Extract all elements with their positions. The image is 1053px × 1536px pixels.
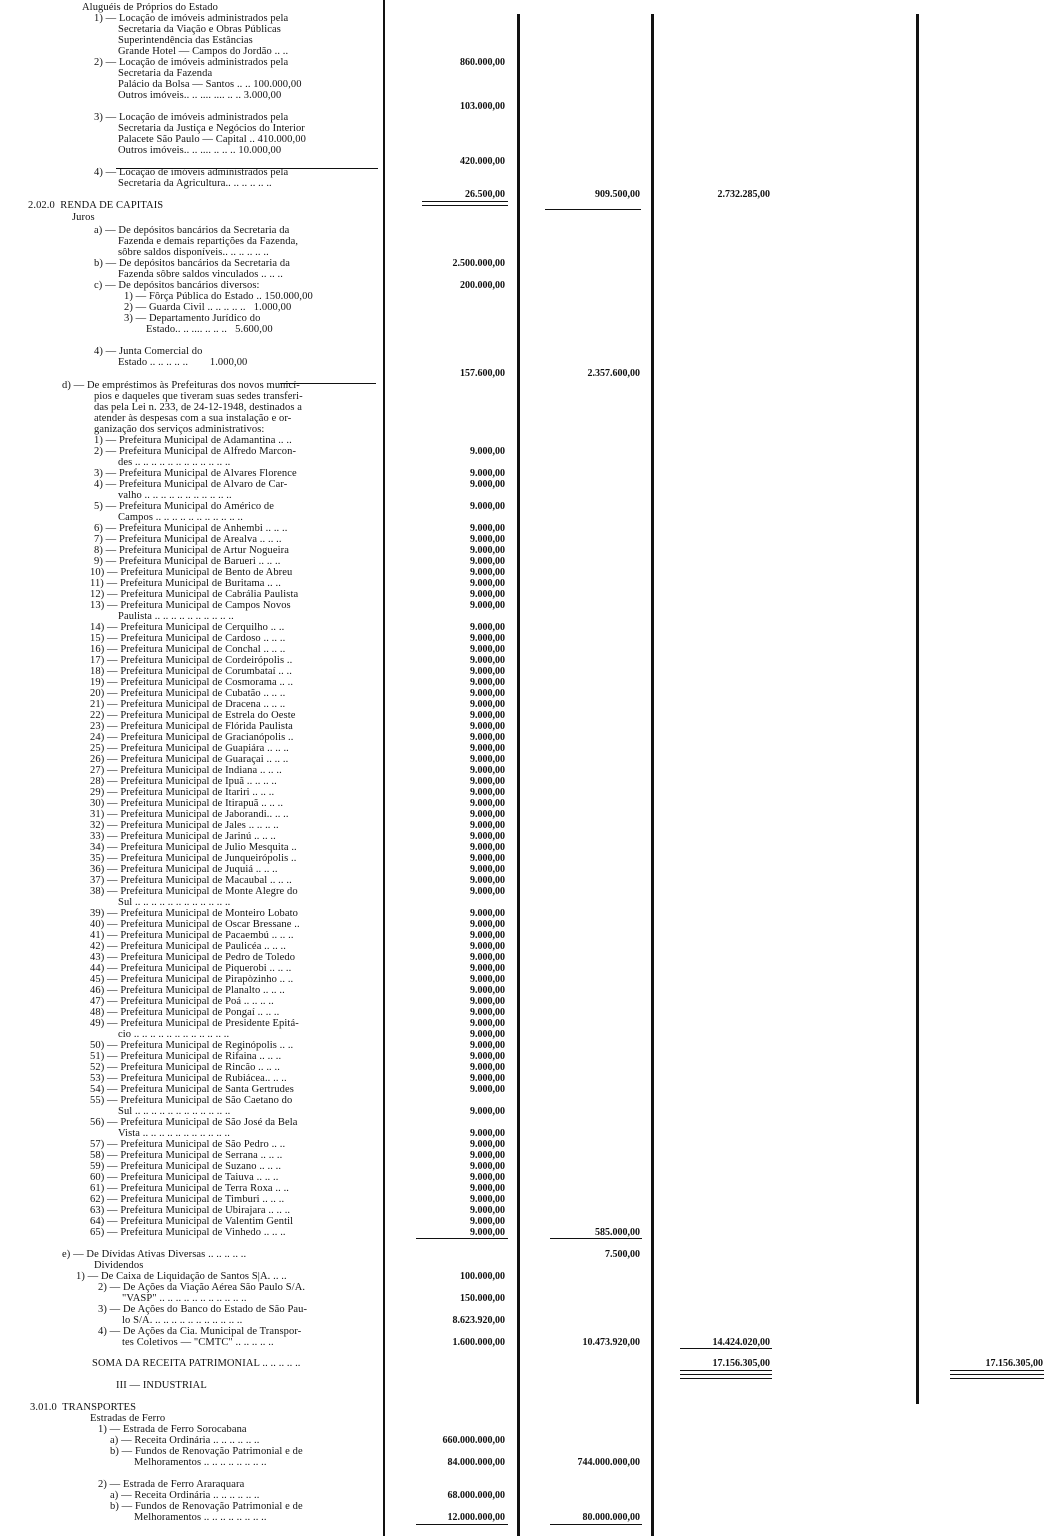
text-line: 35) — Prefeitura Municipal de Junqueirópolis ..: [90, 853, 297, 864]
text-line: Secretaria da Agricultura.. .. .. .. .. ..: [118, 178, 272, 189]
amount-value: 9.000,00: [470, 479, 505, 490]
amount-value: 9.000,00: [470, 930, 505, 941]
amount-value: 157.600,00: [460, 368, 505, 379]
text-line: 5) — Prefeitura Municipal do Américo de: [94, 501, 275, 512]
text-line: 49) — Prefeitura Municipal de Presidente Epitá-: [90, 1018, 299, 1029]
text-line: 13) — Prefeitura Municipal de Campos Novos: [90, 600, 291, 611]
amount-value: 9.000,00: [470, 523, 505, 534]
amount-value: 9.000,00: [470, 1128, 505, 1139]
amount-value: 26.500,00: [465, 189, 505, 200]
amount-value: 150.000,00: [460, 1293, 505, 1304]
amount-value: 9.000,00: [470, 1040, 505, 1051]
text-line: ganização dos serviços administrativos:: [94, 424, 265, 435]
text-line: 40) — Prefeitura Municipal de Oscar Bressane ..: [90, 919, 300, 930]
text-line: 20) — Prefeitura Municipal de Cubatão .. .. ..: [90, 688, 286, 699]
amount-value: 9.000,00: [470, 501, 505, 512]
text-line: 4) — De Ações da Cia. Municipal de Transpor-: [98, 1326, 302, 1337]
text-line: 26) — Prefeitura Municipal de Guaraçai .. .. ..: [90, 754, 289, 765]
text-line: 2) — Guarda Civil .. .. .. .. .. 1.000,00: [124, 302, 292, 313]
text-line: Aluguéis de Próprios do Estado: [82, 2, 218, 13]
amount-value: 12.000.000,00: [447, 1512, 505, 1523]
amount-value: 9.000,00: [470, 556, 505, 567]
text-line: 3) — De Ações do Banco do Estado de São Pau-: [98, 1304, 308, 1315]
text-line: 50) — Prefeitura Municipal de Reginópolis .. ..: [90, 1040, 294, 1051]
text-line: 37) — Prefeitura Municipal de Macaubal .. .. ..: [90, 875, 292, 886]
text-line: 19) — Prefeitura Municipal de Cosmorama .. ..: [90, 677, 294, 688]
text-line: SOMA DA RECEITA PATRIMONIAL .. .. .. .. ..: [92, 1358, 301, 1369]
amount-value: 860.000,00: [460, 57, 505, 68]
amount-value: 9.000,00: [470, 1172, 505, 1183]
text-line: III — INDUSTRIAL: [116, 1380, 207, 1391]
amount-value: 84.000.000,00: [447, 1457, 505, 1468]
amount-value: 9.000,00: [470, 1194, 505, 1205]
text-line: 22) — Prefeitura Municipal de Estrela do Oeste: [90, 710, 296, 721]
amount-value: 9.000,00: [470, 578, 505, 589]
text-line: 16) — Prefeitura Municipal de Conchal .. .. ..: [90, 644, 286, 655]
total-rule: [422, 205, 508, 206]
amount-value: 744.000.000,00: [577, 1457, 640, 1468]
text-line: 27) — Prefeitura Municipal de Indiana .. .. ..: [90, 765, 282, 776]
amount-value: 9.000,00: [470, 1161, 505, 1172]
amount-value: 9.000,00: [470, 963, 505, 974]
text-line: a) — De depósitos bancários da Secretaria da: [94, 225, 290, 236]
text-line: b) — Fundos de Renovação Patrimonial e de: [110, 1501, 303, 1512]
text-line: 42) — Prefeitura Municipal de Paulicéa .. .. ..: [90, 941, 286, 952]
amount-value: 9.000,00: [470, 666, 505, 677]
text-line: Outros imóveis.. .. .... .... .. .. 3.000,00: [118, 90, 282, 101]
text-line: Melhoramentos .. .. .. .. .. .. .. ..: [134, 1512, 267, 1523]
text-line: 39) — Prefeitura Municipal de Monteiro Lobato: [90, 908, 299, 919]
amount-value: 9.000,00: [470, 787, 505, 798]
text-line: 1) — De Caixa de Liquidação de Santos S|A. .. ..: [76, 1271, 287, 1282]
text-line: b) — Fundos de Renovação Patrimonial e de: [110, 1446, 303, 1457]
amount-value: 200.000,00: [460, 280, 505, 291]
text-line: 1) — Fôrça Pública do Estado .. 150.000,00: [124, 291, 313, 302]
amount-value: 2.357.600,00: [587, 368, 640, 379]
column-rule: [517, 14, 520, 1536]
column-rule: [383, 0, 385, 1536]
total-rule: [950, 1378, 1044, 1379]
total-rule: [680, 1374, 772, 1375]
text-line: 11) — Prefeitura Municipal de Buritama .. ..: [90, 578, 281, 589]
text-line: 23) — Prefeitura Municipal de Flórida Paulista: [90, 721, 293, 732]
text-line: 3) — Prefeitura Municipal de Alvares Florence: [94, 468, 297, 479]
amount-value: 9.000,00: [470, 699, 505, 710]
text-line: 44) — Prefeitura Municipal de Piquerobi .. .. ..: [90, 963, 292, 974]
column-rule: [651, 14, 654, 1536]
text-line: 1) — Locação de imóveis administrados pela: [94, 13, 289, 24]
text-line: 32) — Prefeitura Municipal de Jales .. .. .. ..: [90, 820, 279, 831]
amount-value: 909.500,00: [595, 189, 640, 200]
amount-value: 660.000.000,00: [442, 1435, 505, 1446]
amount-value: 9.000,00: [470, 600, 505, 611]
amount-value: 8.623.920,00: [452, 1315, 505, 1326]
text-line: Palácio da Bolsa — Santos .. .. 100.000,00: [118, 79, 302, 90]
text-line: 2.02.0 RENDA DE CAPITAIS: [28, 200, 164, 211]
text-line: 64) — Prefeitura Municipal de Valentim Gentil: [90, 1216, 294, 1227]
text-line: 59) — Prefeitura Municipal de Suzano .. .. ..: [90, 1161, 282, 1172]
amount-value: 9.000,00: [470, 864, 505, 875]
amount-value: 100.000,00: [460, 1271, 505, 1282]
amount-value: 9.000,00: [470, 908, 505, 919]
text-line: 15) — Prefeitura Municipal de Cardoso .. .. ..: [90, 633, 286, 644]
amount-value: 9.000,00: [470, 710, 505, 721]
text-line: 58) — Prefeitura Municipal de Serrana .. .. ..: [90, 1150, 283, 1161]
text-line: 47) — Prefeitura Municipal de Poá .. .. .. ..: [90, 996, 274, 1007]
text-line: tes Coletivos — "CMTC" .. .. .. .. ..: [122, 1337, 274, 1348]
amount-value: 9.000,00: [470, 875, 505, 886]
text-line: Estado.. .. .... .. .. .. 5.600,00: [146, 324, 273, 335]
text-line: 33) — Prefeitura Municipal de Jarinú .. .. ..: [90, 831, 276, 842]
amount-value: 9.000,00: [470, 765, 505, 776]
text-line: 30) — Prefeitura Municipal de Itirapuã .. .. ..: [90, 798, 284, 809]
text-line: 53) — Prefeitura Municipal de Rubiácea.. .. ..: [90, 1073, 287, 1084]
amount-value: 9.000,00: [470, 732, 505, 743]
amount-value: 17.156.305,00: [712, 1358, 770, 1369]
text-line: 6) — Prefeitura Municipal de Anhembi .. .. ..: [94, 523, 288, 534]
amount-value: 9.000,00: [470, 1062, 505, 1073]
amount-value: 10.473.920,00: [582, 1337, 640, 1348]
amount-value: 9.000,00: [470, 677, 505, 688]
text-line: Sul .. .. .. .. .. .. .. .. .. .. .. ..: [118, 1106, 231, 1117]
amount-value: 9.000,00: [470, 809, 505, 820]
text-line: lo S/A. .. .. .. .. .. .. .. .. .. .. ..: [122, 1315, 243, 1326]
amount-value: 9.000,00: [470, 1183, 505, 1194]
amount-value: 9.000,00: [470, 567, 505, 578]
text-line: 18) — Prefeitura Municipal de Corumbataí .. ..: [90, 666, 293, 677]
text-line: 51) — Prefeitura Municipal de Rifaina .. .. ..: [90, 1051, 282, 1062]
text-line: 65) — Prefeitura Municipal de Vinhedo .. .. ..: [90, 1227, 286, 1238]
text-line: 2) — Locação de imóveis administrados pela: [94, 57, 289, 68]
text-line: 2) — De Ações da Viação Aérea São Paulo S/A.: [98, 1282, 306, 1293]
total-rule: [416, 1238, 508, 1239]
amount-value: 9.000,00: [470, 545, 505, 556]
total-rule: [422, 201, 508, 202]
text-line: 57) — Prefeitura Municipal de São Pedro .. ..: [90, 1139, 286, 1150]
amount-value: 9.000,00: [470, 842, 505, 853]
text-line: Vista .. .. .. .. .. .. .. .. .. .. ..: [118, 1128, 230, 1139]
total-rule: [416, 1524, 508, 1525]
text-line: 14) — Prefeitura Municipal de Cerquilho .. ..: [90, 622, 285, 633]
amount-value: 9.000,00: [470, 1216, 505, 1227]
amount-value: 7.500,00: [605, 1249, 640, 1260]
text-line: 4) — Junta Comercial do: [94, 346, 203, 357]
text-line: 2) — Estrada de Ferro Araraquara: [98, 1479, 245, 1490]
text-line: 25) — Prefeitura Municipal de Guapiára .. .. ..: [90, 743, 289, 754]
text-line: valho .. .. .. .. .. .. .. .. .. .. ..: [118, 490, 232, 501]
text-line: 1) — Prefeitura Municipal de Adamantina .. ..: [94, 435, 292, 446]
text-line: 46) — Prefeitura Municipal de Planalto .. .. ..: [90, 985, 285, 996]
text-line: Fazenda e demais repartições da Fazenda,: [118, 236, 299, 247]
text-line: Outros imóveis.. .. .... .. .. .. 10.000,00: [118, 145, 282, 156]
text-line: a) — Receita Ordinária .. .. .. .. .. ..: [110, 1435, 260, 1446]
amount-value: 9.000,00: [470, 1139, 505, 1150]
amount-value: 9.000,00: [470, 798, 505, 809]
text-line: 55) — Prefeitura Municipal de São Caetano do: [90, 1095, 293, 1106]
amount-value: 9.000,00: [470, 1051, 505, 1062]
amount-value: 9.000,00: [470, 919, 505, 930]
amount-value: 9.000,00: [470, 622, 505, 633]
text-line: 29) — Prefeitura Municipal de Itariri .. .. ..: [90, 787, 275, 798]
amount-value: 9.000,00: [470, 831, 505, 842]
text-line: 4) — Locação de imóveis administrados pela: [94, 167, 289, 178]
amount-value: 9.000,00: [470, 941, 505, 952]
text-line: 1) — Estrada de Ferro Sorocabana: [98, 1424, 247, 1435]
text-line: 62) — Prefeitura Municipal de Timburi .. .. ..: [90, 1194, 285, 1205]
amount-value: 9.000,00: [470, 853, 505, 864]
text-line: Fazenda sôbre saldos vinculados .. .. ..: [118, 269, 283, 280]
text-line: Palacete São Paulo — Capital .. 410.000,00: [118, 134, 306, 145]
text-line: 10) — Prefeitura Municipal de Bento de Abreu: [90, 567, 293, 578]
text-line: Paulista .. .. .. .. .. .. .. .. .. ..: [118, 611, 234, 622]
amount-value: 9.000,00: [470, 589, 505, 600]
text-line: 9) — Prefeitura Municipal de Barueri .. .. ..: [94, 556, 281, 567]
text-line: 61) — Prefeitura Municipal de Terra Roxa .. ..: [90, 1183, 290, 1194]
text-line: 52) — Prefeitura Municipal de Rincão .. .. ..: [90, 1062, 280, 1073]
text-line: "VASP" .. .. .. .. .. .. .. .. .. .. ..: [122, 1293, 247, 1304]
text-line: b) — De depósitos bancários da Secretaria da: [94, 258, 290, 269]
amount-value: 9.000,00: [470, 985, 505, 996]
text-line: 43) — Prefeitura Municipal de Pedro de Toledo: [90, 952, 296, 963]
amount-value: 80.000.000,00: [582, 1512, 640, 1523]
amount-value: 68.000.000,00: [447, 1490, 505, 1501]
text-line: atender às despesas com a sua instalação e or-: [94, 413, 292, 424]
total-rule: [550, 1524, 642, 1525]
text-line: 4) — Prefeitura Municipal de Alvaro de Car-: [94, 479, 288, 490]
text-line: 3) — Locação de imóveis administrados pela: [94, 112, 289, 123]
amount-value: 9.000,00: [470, 974, 505, 985]
total-rule: [680, 1378, 772, 1379]
amount-value: 2.500.000,00: [452, 258, 505, 269]
text-line: 41) — Prefeitura Municipal de Pacaembú .. .. ..: [90, 930, 294, 941]
amount-value: 9.000,00: [470, 776, 505, 787]
amount-value: 9.000,00: [470, 743, 505, 754]
text-line: Campos .. .. .. .. .. .. .. .. .. .. ..: [118, 512, 243, 523]
amount-value: 9.000,00: [470, 1007, 505, 1018]
text-line: 17) — Prefeitura Municipal de Cordeirópolis ..: [90, 655, 293, 666]
amount-value: 9.000,00: [470, 996, 505, 1007]
text-line: Secretaria da Justiça e Negócios do Interior: [118, 123, 305, 134]
text-line: 31) — Prefeitura Municipal de Jaborandi.. .. ..: [90, 809, 289, 820]
amount-value: 14.424.020,00: [712, 1337, 770, 1348]
text-line: c) — De depósitos bancários diversos:: [94, 280, 260, 291]
amount-value: 420.000,00: [460, 156, 505, 167]
text-line: 3.01.0 TRANSPORTES: [30, 1402, 137, 1413]
text-line: 8) — Prefeitura Municipal de Artur Nogueira: [94, 545, 289, 556]
total-rule: [545, 209, 641, 210]
text-line: Juros: [72, 212, 95, 223]
text-line: d) — De empréstimos às Prefeituras dos novos municí-: [62, 380, 300, 391]
text-line: e) — De Dívidas Ativas Diversas .. .. .. .. ..: [62, 1249, 247, 1260]
text-line: Secretaria da Fazenda: [118, 68, 213, 79]
amount-value: 9.000,00: [470, 633, 505, 644]
text-line: 54) — Prefeitura Municipal de Santa Gertrudes: [90, 1084, 294, 1095]
text-line: 63) — Prefeitura Municipal de Ubirajara .. .. ..: [90, 1205, 291, 1216]
amount-value: 9.000,00: [470, 721, 505, 732]
amount-value: 9.000,00: [470, 655, 505, 666]
text-line: Melhoramentos .. .. .. .. .. .. .. ..: [134, 1457, 267, 1468]
amount-value: 9.000,00: [470, 1150, 505, 1161]
text-line: 24) — Prefeitura Municipal de Gracianópolis ..: [90, 732, 294, 743]
text-line: 48) — Prefeitura Municipal de Pongaí .. .. ..: [90, 1007, 280, 1018]
amount-value: 9.000,00: [470, 1205, 505, 1216]
amount-value: 9.000,00: [470, 1106, 505, 1117]
amount-value: 9.000,00: [470, 820, 505, 831]
text-line: 28) — Prefeitura Municipal de Ipuã .. .. .. ..: [90, 776, 277, 787]
amount-value: 9.000,00: [470, 446, 505, 457]
total-rule: [950, 1374, 1044, 1375]
column-rule: [916, 14, 919, 1404]
text-line: Sul .. .. .. .. .. .. .. .. .. .. .. ..: [118, 897, 231, 908]
text-line: das pela Lei n. 233, de 24-12-1948, destinados a: [94, 402, 303, 413]
text-line: Grande Hotel — Campos do Jordão .. ..: [118, 46, 289, 57]
total-rule: [680, 1370, 772, 1371]
amount-value: 9.000,00: [470, 1029, 505, 1040]
amount-value: 9.000,00: [470, 1227, 505, 1238]
amount-value: 9.000,00: [470, 754, 505, 765]
text-line: 60) — Prefeitura Municipal de Taiuva .. .. ..: [90, 1172, 279, 1183]
text-line: 34) — Prefeitura Municipal de Julio Mesquita ..: [90, 842, 297, 853]
amount-value: 2.732.285,00: [717, 189, 770, 200]
text-line: Superintendência das Estâncias: [118, 35, 253, 46]
text-line: 2) — Prefeitura Municipal de Alfredo Marcon-: [94, 446, 297, 457]
amount-value: 9.000,00: [470, 952, 505, 963]
text-line: cio .. .. .. .. .. .. .. .. .. .. .. ..: [118, 1029, 230, 1040]
text-line: Estado .. .. .. .. .. 1.000,00: [118, 357, 248, 368]
text-line: 56) — Prefeitura Municipal de São José da Bela: [90, 1117, 298, 1128]
text-line: Secretaria da Viação e Obras Públicas: [118, 24, 281, 35]
amount-value: 9.000,00: [470, 688, 505, 699]
text-line: a) — Receita Ordinária .. .. .. .. .. ..: [110, 1490, 260, 1501]
amount-value: 9.000,00: [470, 644, 505, 655]
amount-value: 9.000,00: [470, 1084, 505, 1095]
text-line: Estradas de Ferro: [90, 1413, 166, 1424]
total-rule: [950, 1370, 1044, 1371]
text-line: pios e daqueles que tiveram suas sedes transferi-: [94, 391, 303, 402]
text-line: Dividendos: [94, 1260, 144, 1271]
text-line: 12) — Prefeitura Municipal de Cabrália Paulista: [90, 589, 299, 600]
amount-value: 1.600.000,00: [452, 1337, 505, 1348]
amount-value: 9.000,00: [470, 534, 505, 545]
text-line: 21) — Prefeitura Municipal de Dracena .. .. ..: [90, 699, 286, 710]
text-line: 3) — Departamento Jurídico do: [124, 313, 261, 324]
amount-value: 17.156.305,00: [985, 1358, 1043, 1369]
total-rule: [680, 1348, 772, 1349]
text-line: 7) — Prefeitura Municipal de Arealva .. .. ..: [94, 534, 282, 545]
amount-value: 9.000,00: [470, 1073, 505, 1084]
text-line: sôbre saldos disponíveis.. .. .. .. .. ..: [118, 247, 269, 258]
amount-value: 9.000,00: [470, 886, 505, 897]
amount-value: 103.000,00: [460, 101, 505, 112]
amount-value: 9.000,00: [470, 468, 505, 479]
text-line: 38) — Prefeitura Municipal de Monte Alegre do: [90, 886, 298, 897]
amount-value: 585.000,00: [595, 1227, 640, 1238]
amount-value: 9.000,00: [470, 1018, 505, 1029]
text-line: 36) — Prefeitura Municipal de Juquiá .. .. ..: [90, 864, 278, 875]
text-line: 45) — Prefeitura Municipal de Pirapòzinho .. ..: [90, 974, 294, 985]
text-line: des .. .. .. .. .. .. .. .. .. .. .. ..: [118, 457, 231, 468]
total-rule: [550, 1238, 642, 1239]
